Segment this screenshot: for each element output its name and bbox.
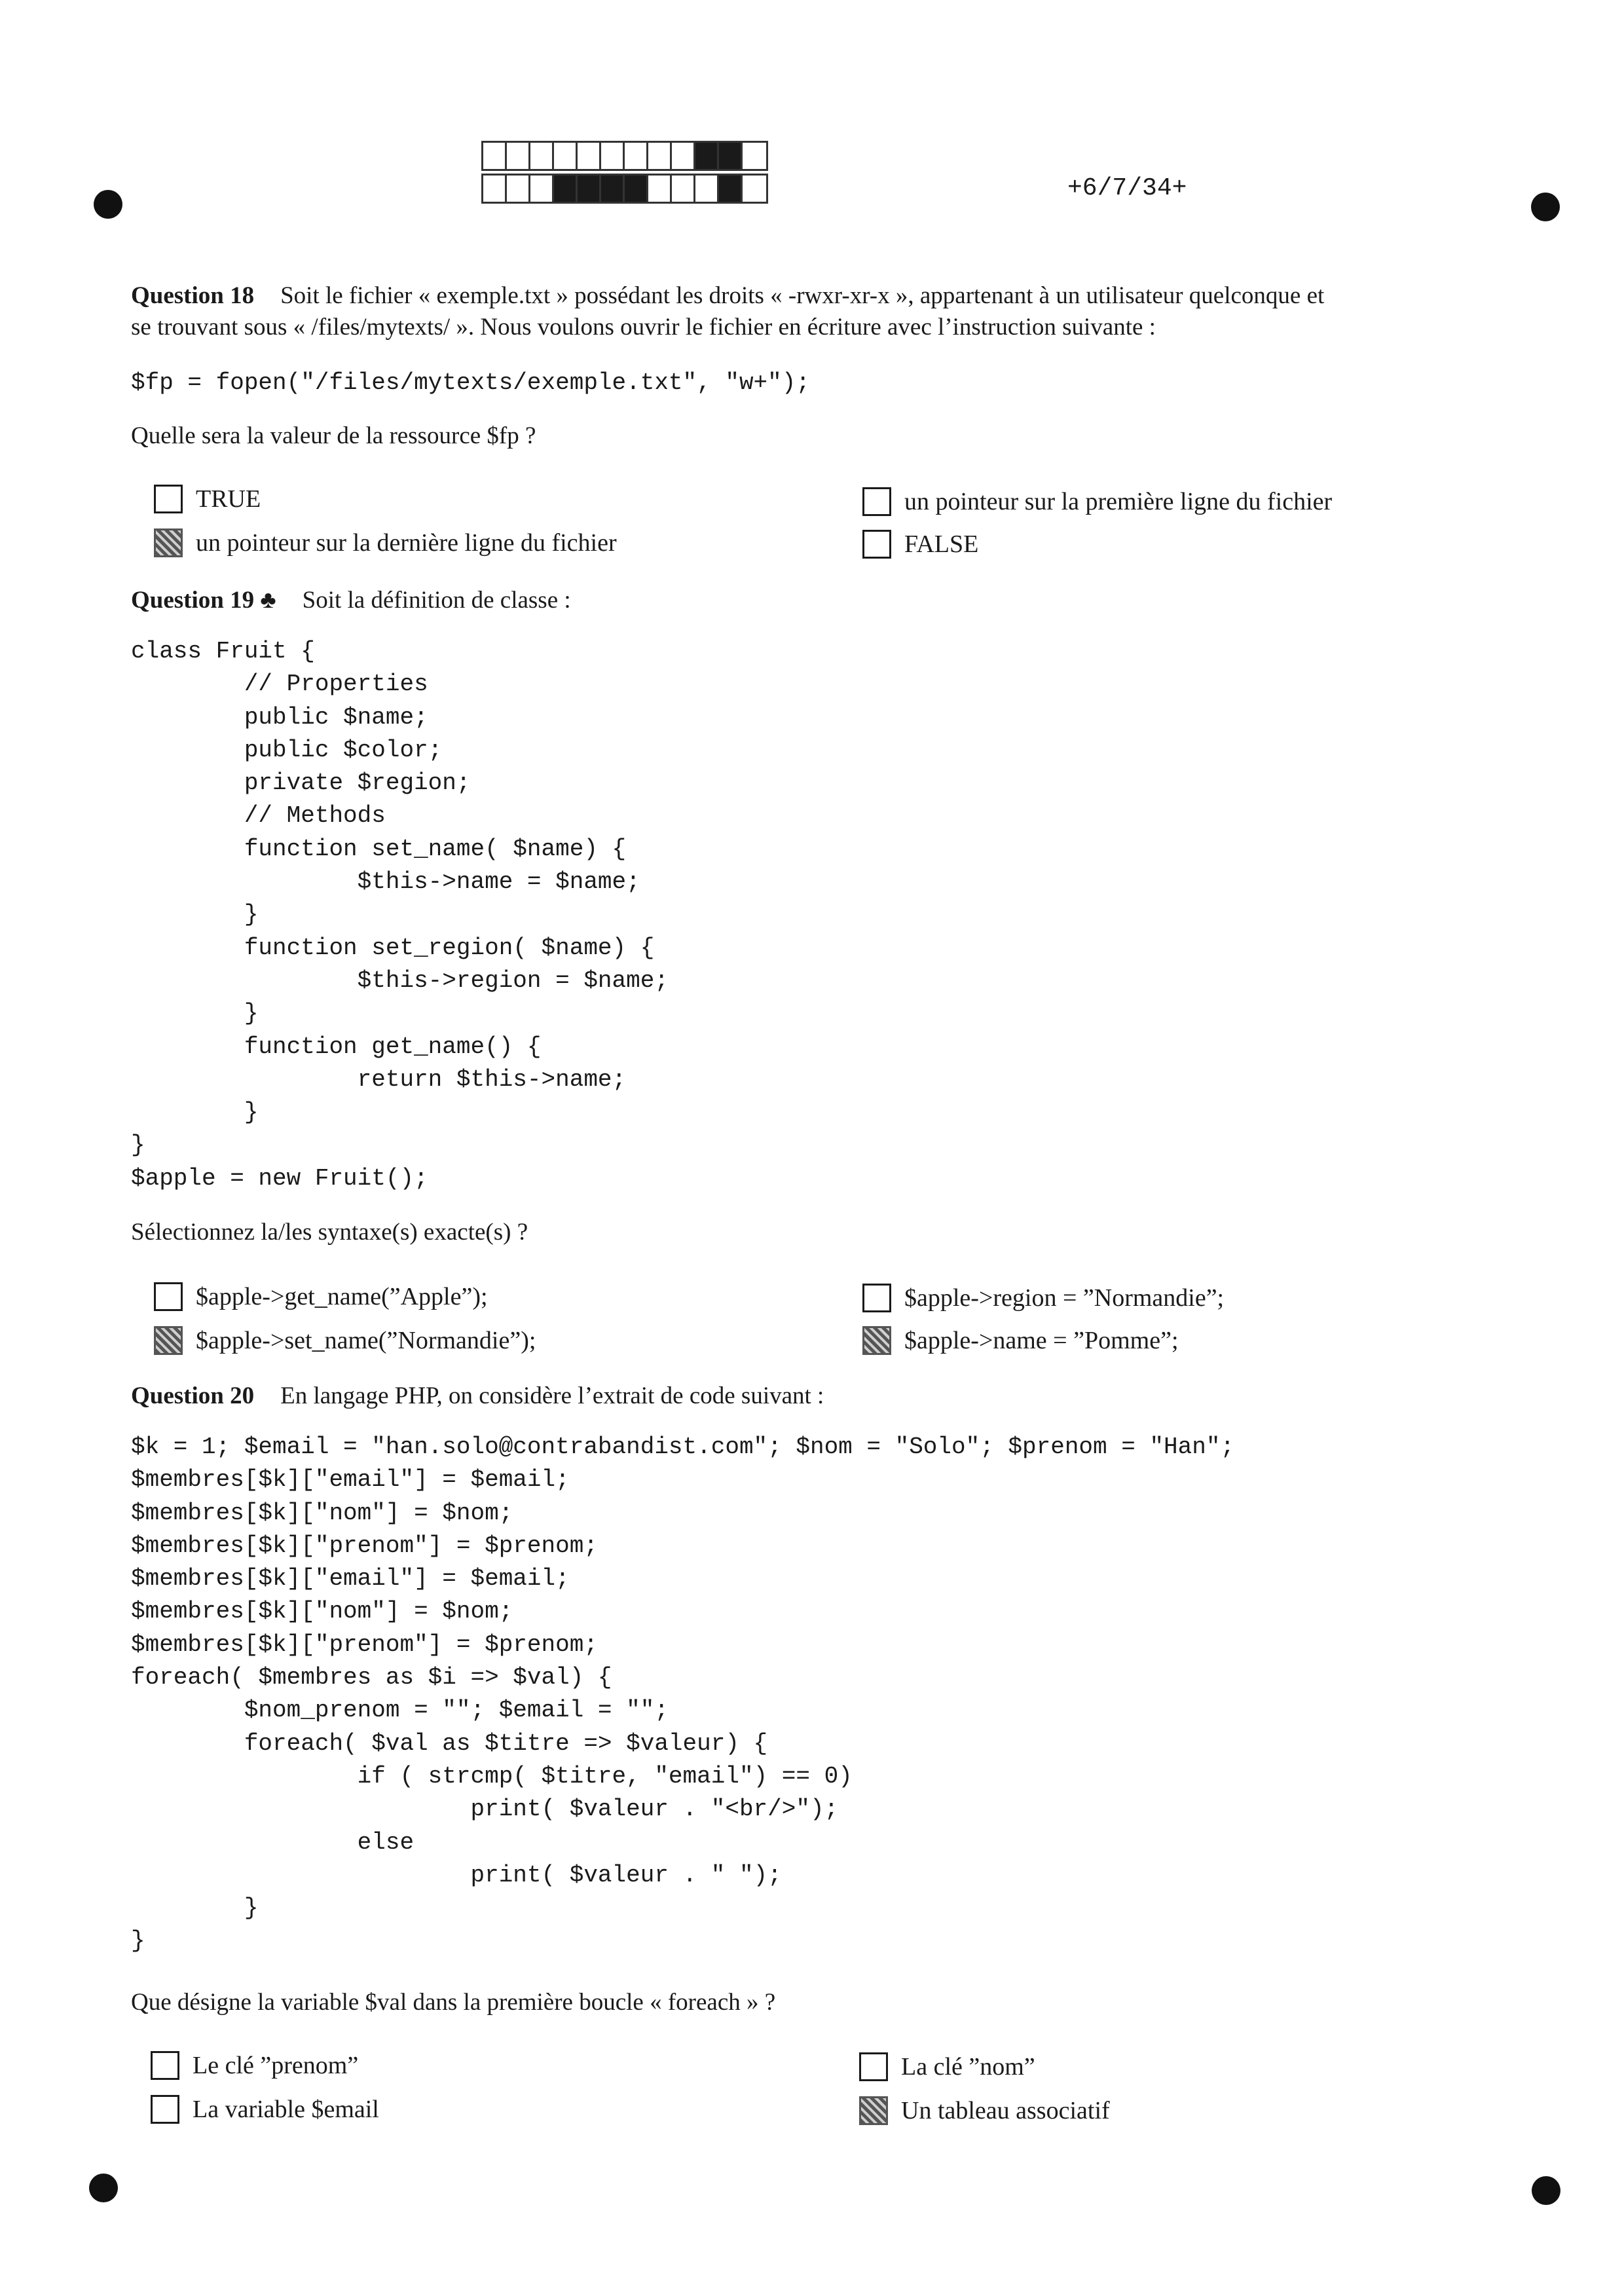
- option-label: Le clé ”prenom”: [193, 2052, 359, 2079]
- code-foreach: $k = 1; $email = "han.solo@contrabandist.com"; $nom = "Solo"; $prenom = "Han"; $membres[$k]["email"] = $email; $membres[$k]["nom"] = $nom; $membres[$k]["prenom"] = $prenom; $membres[$k]["email"] = $email; $membres[$k]["nom"] = $nom; $membres[$k]["prenom"] = $prenom; foreach( $membres as $i => $val) { $nom_prenom = ""; $email = ""; foreach( $val as $titre => $valeur) { if ( strcmp( $titre, "email") == 0) print( $valeur . "<br/>"); else print( $valeur . " "); } }: [131, 1434, 1235, 1955]
- checkbox-checked[interactable]: [862, 1326, 891, 1355]
- club-icon: ♣: [260, 587, 276, 614]
- barcode-cell: [578, 143, 601, 169]
- checkbox[interactable]: [859, 2052, 888, 2081]
- barcode-cell: [530, 176, 554, 202]
- option-q19-set-name[interactable]: [154, 1326, 536, 1355]
- registration-mark-bottom-left: [89, 2174, 118, 2202]
- option-label: un pointeur sur la dernière ligne du fichier: [196, 529, 617, 557]
- checkbox[interactable]: [862, 487, 891, 516]
- option-q20-email[interactable]: [151, 2095, 379, 2124]
- option-label: La variable $email: [193, 2096, 379, 2123]
- question-text-line1: Soit le fichier « exemple.txt » possédant les droits « -rwxr-xr-x », appartenant à un utilisateur quelconque et: [280, 282, 1325, 309]
- barcode-cell: [507, 176, 530, 202]
- option-label: $apple->get_name(”Apple”);: [196, 1283, 488, 1310]
- option-label: FALSE: [904, 530, 979, 558]
- registration-mark-top-right: [1531, 193, 1560, 221]
- page-id: +6/7/34+: [1067, 174, 1187, 202]
- barcode-top: [481, 141, 768, 171]
- barcode-cell: [648, 143, 672, 169]
- code-fopen: $fp = fopen("/files/mytexts/exemple.txt", "w+");: [131, 369, 810, 396]
- barcode-cell: [507, 143, 530, 169]
- barcode-bottom: [481, 174, 768, 204]
- barcode-cell: [554, 143, 578, 169]
- barcode-cell: [578, 176, 601, 202]
- barcode-cell: [695, 176, 719, 202]
- barcode-cell: [601, 143, 625, 169]
- code-block-q19: [131, 635, 669, 1195]
- question-number: Question 18: [131, 282, 255, 309]
- option-q18-last-line[interactable]: [154, 528, 617, 557]
- checkbox[interactable]: [154, 485, 183, 513]
- option-q20-prenom[interactable]: [151, 2051, 358, 2080]
- question-text: Soit la définition de classe :: [302, 587, 571, 614]
- barcode-cell: [625, 143, 648, 169]
- barcode-cell: [672, 143, 695, 169]
- option-q19-region[interactable]: [862, 1284, 1224, 1312]
- option-q18-false[interactable]: [862, 530, 978, 559]
- barcode-cell: [483, 176, 507, 202]
- option-q18-first-line[interactable]: [862, 487, 1332, 516]
- option-q19-get-name[interactable]: [154, 1282, 488, 1311]
- option-q19-name[interactable]: [862, 1326, 1179, 1355]
- code-class-fruit: class Fruit { // Properties public $name; public $color; private $region; // Methods function set_name( $name) { $this->name = $name; } function set_region( $name) { $this->region = $name; } function get_name() { return $this->name; } } $apple = new Fruit();: [131, 638, 669, 1192]
- barcode-cell: [554, 176, 578, 202]
- option-label: $apple->name = ”Pomme”;: [904, 1327, 1179, 1354]
- option-q18-true[interactable]: [154, 485, 261, 513]
- option-label: TRUE: [196, 485, 261, 513]
- checkbox[interactable]: [862, 530, 891, 559]
- checkbox[interactable]: [151, 2095, 179, 2124]
- question-number: Question 20: [131, 1382, 255, 1409]
- option-label: La clé ”nom”: [901, 2053, 1035, 2081]
- question-text-line2: se trouvant sous « /files/mytexts/ ». Nous voulons ouvrir le fichier en écriture avec l’instruction suivante :: [131, 314, 1156, 341]
- barcode-cell: [530, 143, 554, 169]
- checkbox[interactable]: [862, 1284, 891, 1312]
- checkbox-checked[interactable]: [859, 2096, 888, 2125]
- option-label: $apple->region = ”Normandie”;: [904, 1284, 1225, 1312]
- question-number: Question 19 ♣: [131, 587, 276, 614]
- question-19: [131, 585, 571, 616]
- option-q20-nom[interactable]: [859, 2052, 1035, 2081]
- checkbox-checked[interactable]: [154, 528, 183, 557]
- code-block-q18: [131, 367, 810, 399]
- barcode-cell: [743, 143, 766, 169]
- barcode-cell: [719, 176, 743, 202]
- option-q20-tableau[interactable]: [859, 2096, 1110, 2125]
- code-block-q20: [131, 1431, 1234, 1958]
- barcode-cell: [743, 176, 766, 202]
- option-label: $apple->set_name(”Normandie”);: [196, 1327, 536, 1354]
- checkbox[interactable]: [154, 1282, 183, 1311]
- barcode-cell: [601, 176, 625, 202]
- option-label: un pointeur sur la première ligne du fichier: [904, 488, 1333, 515]
- question-prompt-q19: Sélectionnez la/les syntaxe(s) exacte(s) ?: [131, 1219, 528, 1246]
- question-18: [131, 280, 1519, 343]
- barcode-cell: [672, 176, 695, 202]
- barcode-cell: [695, 143, 719, 169]
- question-prompt-q20: Que désigne la variable $val dans la première boucle « foreach » ?: [131, 1989, 776, 2016]
- checkbox-checked[interactable]: [154, 1326, 183, 1355]
- registration-mark-top-left: [94, 190, 122, 219]
- question-text: En langage PHP, on considère l’extrait de code suivant :: [280, 1382, 824, 1409]
- checkbox[interactable]: [151, 2051, 179, 2080]
- barcode-cell: [483, 143, 507, 169]
- barcode-cell: [625, 176, 648, 202]
- barcode-cell: [648, 176, 672, 202]
- registration-mark-bottom-right: [1532, 2176, 1560, 2205]
- question-prompt-q18: Quelle sera la valeur de la ressource $fp ?: [131, 422, 536, 449]
- barcode-cell: [719, 143, 743, 169]
- option-label: Un tableau associatif: [901, 2097, 1110, 2124]
- question-20: [131, 1380, 824, 1412]
